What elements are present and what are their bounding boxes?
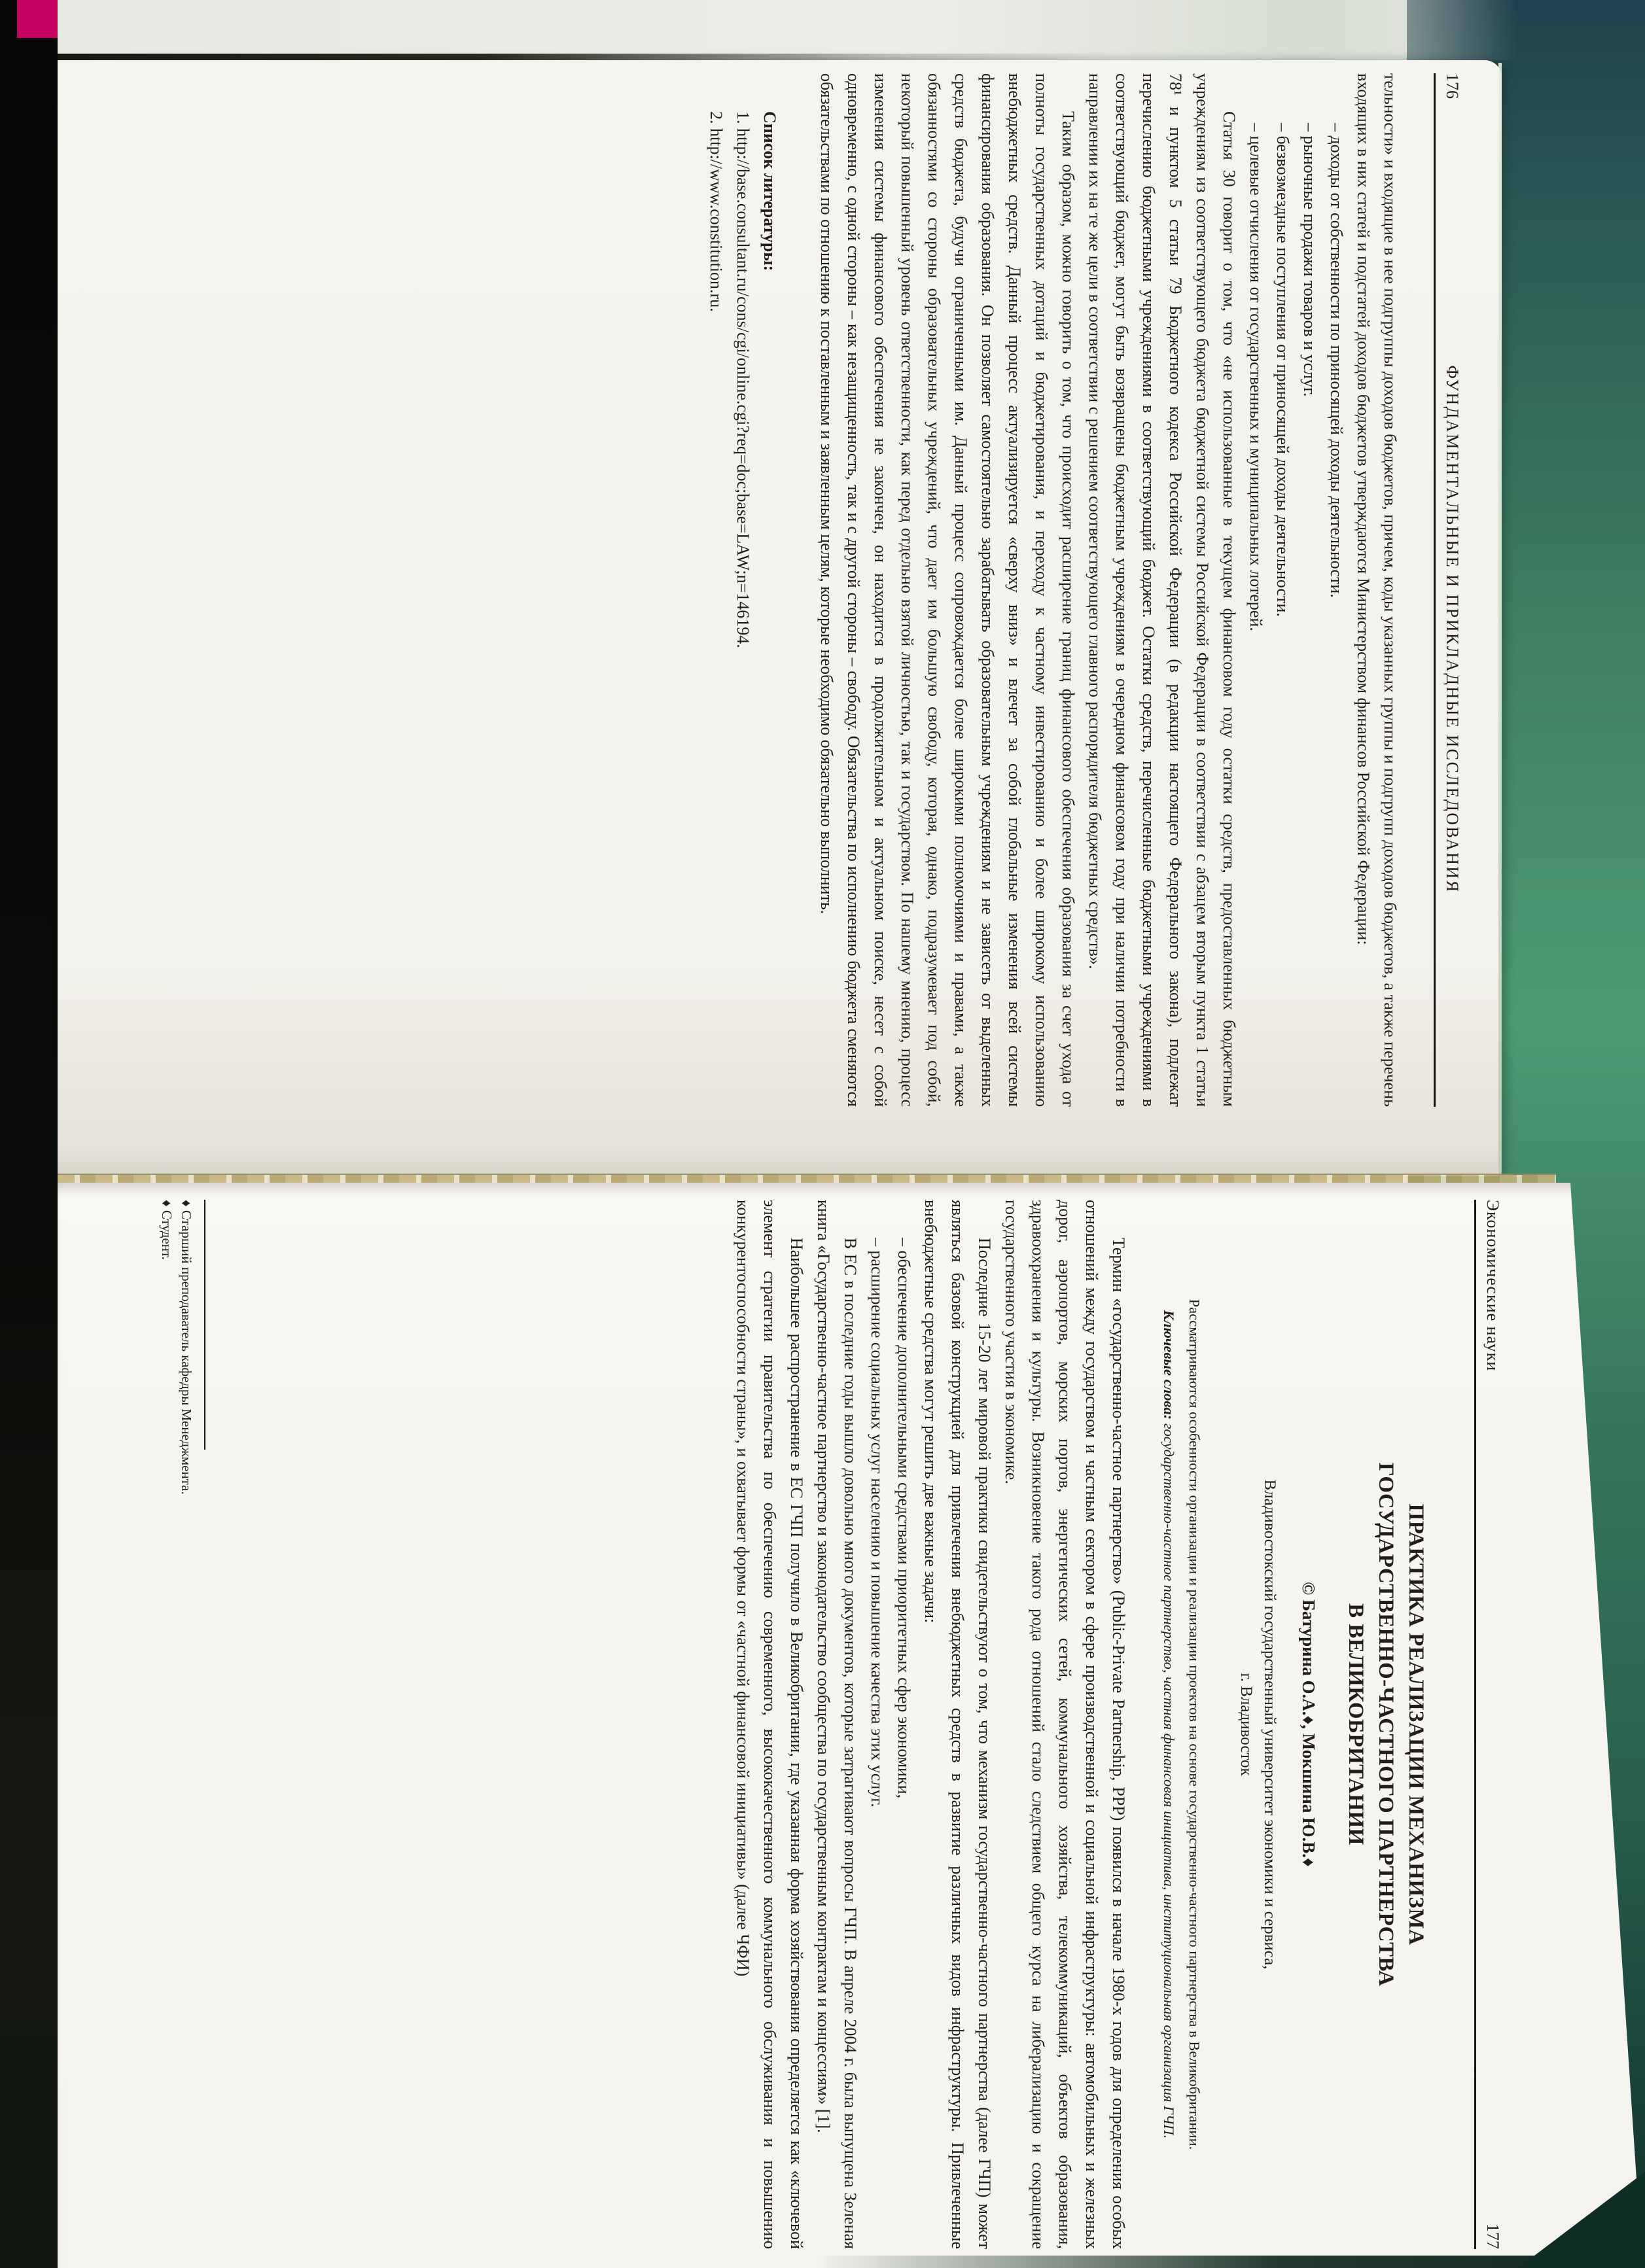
page-176-edge-highlight bbox=[1498, 63, 1502, 1175]
footnote: ♦ Старший преподаватель кафедры Менеджмента. bbox=[179, 1200, 194, 1495]
article-affiliation bbox=[1234, 1200, 1281, 2249]
paragraph: Термин «государственно-частное партнерство» (Public-Private Partnership, PPP) появился в начале 1980-х годов для определения особых отношений между государством и частным сектором в сфере производственной и социальной инфраструктуры: автомобильных и железных дорог, аэропортов, морских портов, энергетических сетей, коммунального хозяйства, телекоммуникаций, объектов образования, здравоохранения и культуры. Возникновение такого рода отношений стало следствием общего курса на либерализацию и сокращение государственного участия в экономике. bbox=[1002, 1200, 1128, 2249]
affiliation-line: Владивостокский государственный университет экономики и сервиса, bbox=[1261, 1479, 1279, 1970]
paragraph: Последние 15-20 лет мировой практики свидетельствуют о том, что механизм государственно-частного партнерства (далее ГЧП) может являться базовой конструкцией для привлечения внебюджетных средств в развитие различных видов инфраструктуры. Привлеченные внебюджетные средства могут решить две важные задачи: bbox=[921, 1200, 994, 2249]
list-item: – доходы от собственности по приносящей доходы деятельности. bbox=[1327, 123, 1346, 598]
running-head-rule bbox=[1474, 1200, 1476, 2249]
list-item: – целевые отчисления от государственных и муниципальных лотерей. bbox=[1247, 123, 1265, 631]
list-item: – расширение социальных услуг населению и повышение качества этих услуг. bbox=[868, 1238, 887, 1807]
running-head-rule bbox=[1434, 73, 1436, 1107]
page-number-177: 177 bbox=[1483, 2224, 1502, 2249]
income-types-list bbox=[1243, 73, 1350, 1107]
affiliation-city: г. Владивосток bbox=[1237, 1673, 1255, 1776]
references-section bbox=[703, 73, 783, 1107]
paragraph: тельности» и входящие в нее подгруппы доходов бюджетов, причем, коды указанных группы и подгрупп доходов бюджетов, а также перечень входящих в них статей и подстатей доходов бюджетов утверждаются Министерством финансов Российской Федерации: bbox=[1354, 73, 1400, 1107]
keywords-text: государственно-частное партнерство, частная финансовая инициатива, институциональная организация ГЧП. bbox=[1161, 1420, 1177, 2139]
section-running-head: Экономические науки bbox=[1483, 1200, 1502, 1372]
binding-stitching bbox=[58, 1174, 1556, 1184]
article-title-line: В ВЕЛИКОБРИТАНИИ bbox=[1344, 1603, 1368, 1845]
paragraph: Статья 30 говорит о том, что «не использованные в текущем финансовом году остатки средств, предоставленных бюджетным учреждениям из соответствующего бюджета бюджетной системы Российской Федерации в соответствии с абзацем вторым пункта 1 статьи 78¹ и пунктом 5 статьи 79 Бюджетного кодекса Российской Федерации (в редакции настоящего Федерального закона), подлежат перечислению бюджетными учреждениями в соответствующий бюджет. Остатки средств, перечисленные бюджетными учреждениями в соответствующий бюджет, могут быть возвращены бюджетным учреждениям в очередном финансовом году при наличии потребности в направлении их на те же цели в соответствии с решением соответствующего главного распорядителя бюджетных средств». bbox=[1086, 73, 1239, 1107]
ppp-tasks-list bbox=[864, 1200, 917, 2249]
journal-running-head: ФУНДАМЕНТАЛЬНЫЕ И ПРИКЛАДНЫЕ ИССЛЕДОВАНИЯ bbox=[1443, 365, 1462, 894]
list-item: – обеспечение дополнительными средствами приоритетных сфер экономики, bbox=[894, 1238, 913, 1799]
reference-item: 1. http://base.consultant.ru/cons/cgi/online.cgi?req=doc;base=LAW;n=146194. bbox=[734, 111, 752, 648]
references-heading: Список литературы: bbox=[760, 111, 779, 271]
scan-top-margin bbox=[58, 0, 1517, 60]
page-number-176: 176 bbox=[1443, 73, 1462, 99]
article-abstract: Рассматриваются особенности организации и реализации проектов на основе государственно-частного партнерства в Великобритании. bbox=[1186, 1299, 1203, 2150]
article-title-line: ПРАКТИКА РЕАЛИЗАЦИИ МЕХАНИЗМА bbox=[1404, 1503, 1428, 1945]
article-title bbox=[1341, 1200, 1431, 2249]
article-title-line: ГОСУДАРСТВЕННО-ЧАСТНОГО ПАРТНЕРСТВА bbox=[1374, 1462, 1398, 1987]
footnote-rule bbox=[204, 1200, 205, 1450]
page-177-running-head-row bbox=[1483, 1200, 1502, 2249]
keywords-label: Ключевые слова: bbox=[1161, 1310, 1177, 1420]
list-item: – рыночные продажи товаров и услуг. bbox=[1300, 123, 1319, 397]
article-authors: © Батурина О.А.♦, Мокшина Ю.В.♦ bbox=[1299, 1582, 1318, 1867]
list-item: – безвозмездные поступления от приносящей доходы деятельности. bbox=[1273, 123, 1292, 617]
paragraph: Наибольшее распространение в ЕС ГЧП получило в Великобритании, где указанная форма хозяйствования определяется как «ключевой элемент стратегии правительства по обеспечению современного, высококачественного коммунального обслуживания и повышению конкурентоспособности страны», и охватывает формы от «частной финансовой инициативы» (далее ЧФИ) bbox=[734, 1200, 806, 2249]
footnote: ♦ Студент. bbox=[159, 1200, 175, 1260]
page-177-content bbox=[59, 1188, 1557, 2261]
footnotes-section bbox=[59, 1200, 205, 2249]
reference-item: 2. http://www.constitution.ru. bbox=[707, 111, 726, 312]
page-176-body bbox=[813, 73, 1404, 1107]
page-176-running-head-row bbox=[1442, 73, 1462, 1107]
article-keywords bbox=[1158, 1272, 1180, 2177]
paragraph: Таким образом, можно говорить о том, что происходит расширение границ финансового обеспечения образования за счет ухода от полноты государственных дотаций и бюджетирования, и переходу к частному инвестированию и более широкому использованию внебюджетных средств. Данный процесс актуализируется «сверху вниз» и влечет за собой глобальные изменения всей системы финансирования образования. Он позволяет самостоятельно зарабатывать образовательным учреждениям и не зависеть от выделенных средств бюджета, будучи ограниченными им. Данный процесс сопровождается более широкими полномочиями и правами, а также обязанностями со стороны образовательных учреждений, что дает им большую свободу, которая, однако, подразумевает под собой, некоторый повышенный уровень ответственности, как перед отдельно взятой личностью, так и государством. По нашему мнению, процесс изменения системы финансового обеспечения не закончен, он находится в продолжительном и актуальном поиске, несет с собой одновременно, с одной стороны – как незащищенность, так и с другой стороны – свободу. Обязательства по исполнению бюджета сменяются обязательствами по отношению к поставленным и заявленным целям, которые необходимо обязательно выполнить. bbox=[817, 73, 1078, 1107]
page-176-content bbox=[59, 67, 1485, 1113]
scanner-left-black-band bbox=[0, 0, 58, 2268]
paragraph: В ЕС в последние годы вышло довольно много документов, которые затрагивают вопросы ГЧП. В апреле 2004 г. была выпущена Зеленая книга «Государственно-частное партнерство и законодательство сообщества по государственным контрактам и концессиям» [1]. bbox=[814, 1200, 860, 2249]
page-177-body bbox=[730, 1200, 1132, 2249]
scanner-magenta-strip bbox=[17, 0, 60, 38]
